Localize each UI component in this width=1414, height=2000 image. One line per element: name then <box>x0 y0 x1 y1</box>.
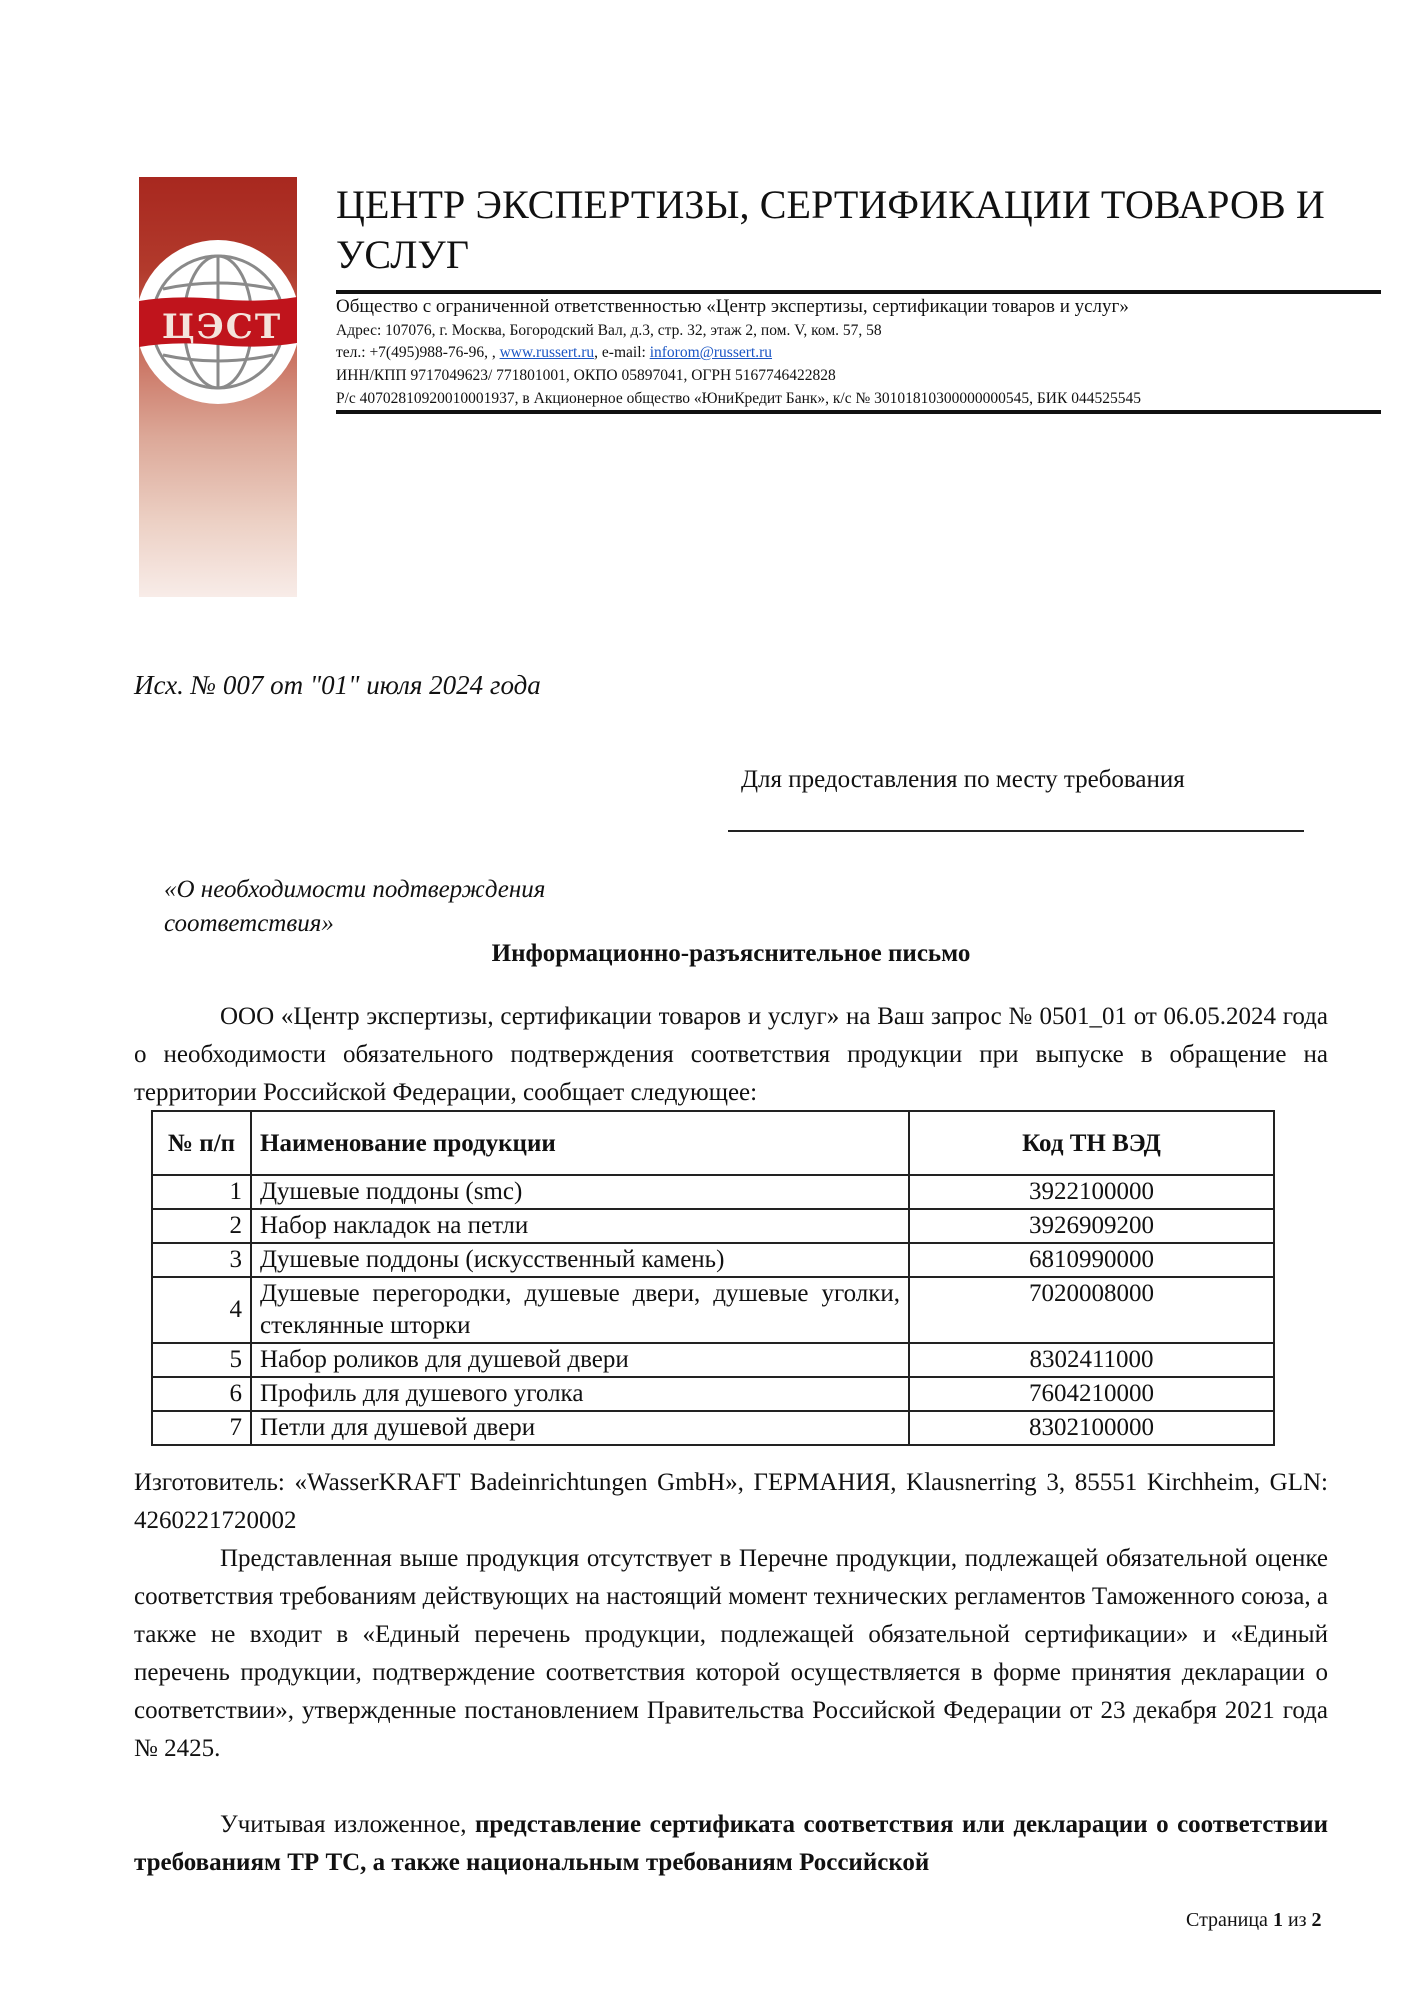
of-label: из <box>1282 1909 1312 1931</box>
row-code: 3926909200 <box>909 1209 1274 1243</box>
row-num: 5 <box>152 1343 251 1377</box>
table-header-row <box>152 1111 1274 1175</box>
row-name: Петли для душевой двери <box>251 1411 909 1445</box>
page-number <box>1186 1909 1322 1932</box>
org-title: ЦЕНТР ЭКСПЕРТИЗЫ, СЕРТИФИКАЦИИ ТОВАРОВ И УСЛУГ <box>336 182 1325 277</box>
page-total: 2 <box>1311 1909 1322 1931</box>
subject-line-2: соответствия» <box>164 910 334 937</box>
row-name: Набор роликов для душевой двери <box>251 1343 909 1377</box>
table-row <box>152 1175 1274 1209</box>
row-code: 6810990000 <box>909 1243 1274 1277</box>
company-logo <box>139 177 297 597</box>
list-paragraph: Представленная выше продукция отсутствует в Перечне продукции, подлежащей обязательной оценке соответствия требованиям действующих на настоящий момент технических регламентов Таможенного союза, а также не входит в «Единый перечень продукции, подлежащей обязательной сертификации» и «Единый перечень продукции, подтверждение соответствия которой осуществляется в форме принятия декларации о соответствии», утвержденные постановлением Правительства Российской Федерации от 23 декабря 2021 года № 2425. <box>134 1545 1328 1762</box>
header-num: № п/п <box>152 1111 251 1175</box>
org-ids: ИНН/КПП 9717049623/ 771801001, ОКПО 05897041, ОГРН 5167746422828 <box>336 367 836 384</box>
page-current: 1 <box>1272 1909 1283 1931</box>
row-code: 7020008000 <box>909 1277 1274 1343</box>
row-num: 4 <box>152 1277 251 1343</box>
header-name: Наименование продукции <box>251 1111 909 1175</box>
row-name: Душевые поддоны (искусственный камень) <box>251 1243 909 1277</box>
recipient-underline <box>728 830 1304 832</box>
table-row <box>152 1243 1274 1277</box>
header-code: Код ТН ВЭД <box>909 1111 1274 1175</box>
conclusion-bold: представление сертификата соответствия или декларации о соответствии требованиям ТР ТС, а также национальным требованиям Российской <box>134 1811 1328 1876</box>
subject-line-1: «О необходимости подтверждения <box>164 876 546 903</box>
row-num: 6 <box>152 1377 251 1411</box>
row-num: 7 <box>152 1411 251 1445</box>
row-num: 3 <box>152 1243 251 1277</box>
row-num: 1 <box>152 1175 251 1209</box>
row-name: Душевые поддоны (smc) <box>251 1175 909 1209</box>
email-link[interactable]: inforom@russert.ru <box>649 344 773 361</box>
conclusion-paragraph <box>134 1806 1328 1882</box>
table-row <box>152 1377 1274 1411</box>
table-row <box>152 1343 1274 1377</box>
org-contacts <box>336 343 772 363</box>
page-label: Страница <box>1186 1909 1273 1931</box>
website-link[interactable]: www.russert.ru <box>499 344 595 361</box>
outgoing-reference: Исх. № 007 от "01" июля 2024 года <box>134 670 541 700</box>
row-code: 8302100000 <box>909 1411 1274 1445</box>
product-table <box>151 1110 1275 1446</box>
manufacturer-paragraph: Изготовитель: «WasserKRAFT Badeinrichtungen GmbH», ГЕРМАНИЯ, Klausnerring 3, 85551 Kirchheim, GLN: 4260221720002 <box>134 1469 1328 1534</box>
intro-paragraph: ООО «Центр экспертизы, сертификации товаров и услуг» на Ваш запрос № 0501_01 от 06.05.2024 года о необходимости обязательного подтверждения соответствия продукции при выпуске в обращение на территории Российской Федерации, сообщает следующее: <box>134 1003 1328 1106</box>
row-code: 7604210000 <box>909 1377 1274 1411</box>
email-label: , e-mail: <box>594 344 650 361</box>
row-num: 2 <box>152 1209 251 1243</box>
org-address: Адрес: 107076, г. Москва, Богородский Вал, д.3, стр. 32, этаж 2, пом. V, ком. 57, 58 <box>336 322 882 339</box>
letter-title: Информационно-разъяснительное письмо <box>491 940 971 967</box>
table-row <box>152 1277 1274 1343</box>
header-rule-bottom <box>336 410 1381 414</box>
phone-text: тел.: +7(495)988-76-96, , <box>336 344 500 361</box>
row-code: 8302411000 <box>909 1343 1274 1377</box>
row-name: Набор накладок на петли <box>251 1209 909 1243</box>
conclusion-plain: Учитывая изложенное, <box>220 1811 475 1838</box>
row-name: Профиль для душевого уголка <box>251 1377 909 1411</box>
letter-subject <box>164 873 545 941</box>
org-bank-details: Р/с 40702810920010001937, в Акционерное общество «ЮниКредит Банк», к/с № 30101810300000000545, БИК 044525545 <box>336 390 1141 407</box>
org-full-name: Общество с ограниченной ответственностью «Центр экспертизы, сертификации товаров и услуг» <box>336 296 1129 317</box>
row-name: Душевые перегородки, душевые двери, душевые уголки, стеклянные шторки <box>251 1277 909 1343</box>
table-row <box>152 1209 1274 1243</box>
row-code: 3922100000 <box>909 1175 1274 1209</box>
recipient: Для предоставления по месту требования <box>741 766 1185 793</box>
logo-text: ЦЭСТ <box>161 307 283 347</box>
table-row <box>152 1411 1274 1445</box>
header-rule-top <box>336 290 1381 294</box>
